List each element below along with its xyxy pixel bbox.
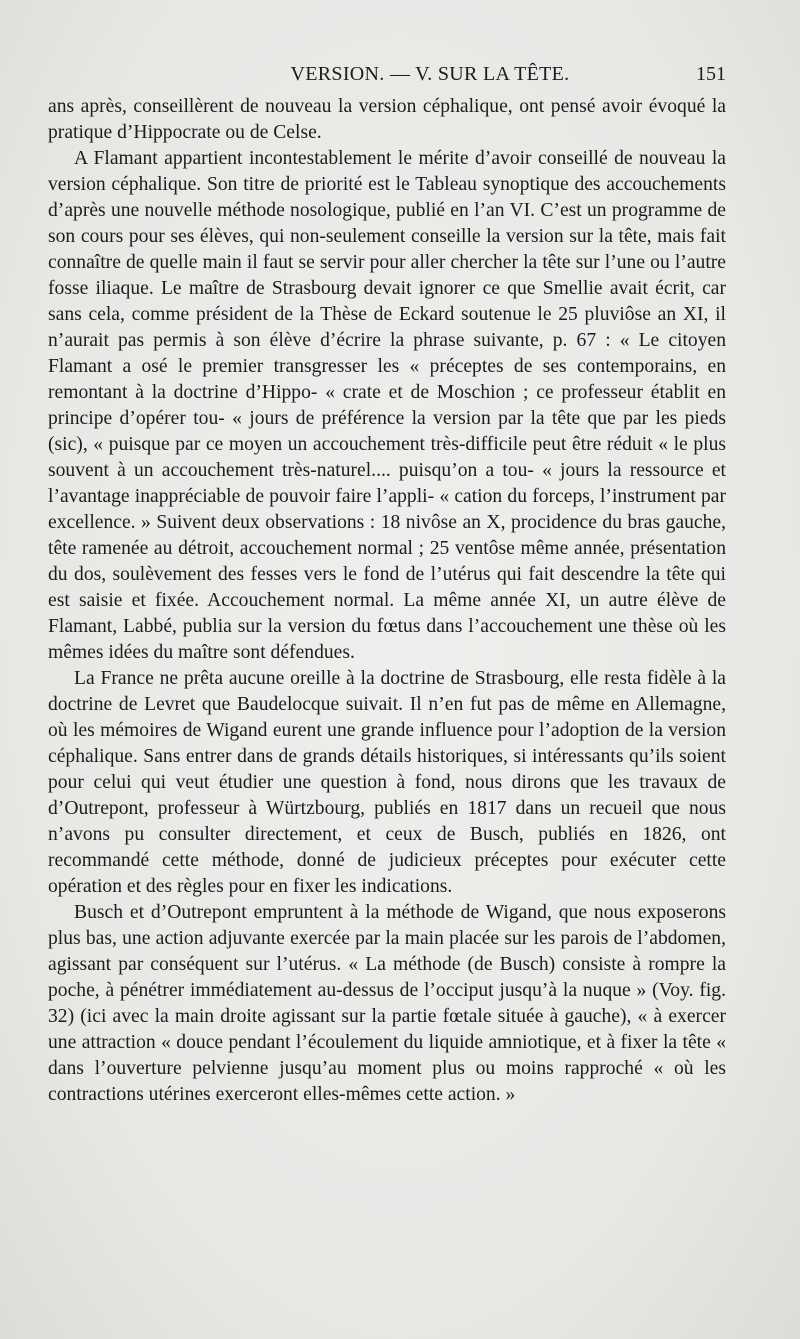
paragraph: Busch et d’Outrepont empruntent à la méthode de Wigand, que nous exposerons plus bas, une action adjuvante exercée par la main placée sur les parois de l’abdomen, agissant par conséquent sur l’utérus. « La méthode (de Busch) consiste à rompre la poche, à pénétrer immédiatement au-dessus de l’occiput jusqu’à la nuque » (Voy. fig. 32) (ici avec la main droite agissant sur la partie fœtale située à gauche), « à exercer une attraction « douce pendant l’écoulement du liquide amniotique, et à fixer la tête « dans l’ouverture pelvienne jusqu’au moment plus ou moins rapproché « où les contractions utérines exerceront elles-mêmes cette action. » (48, 902, 726, 1105)
paragraph: A Flamant appartient incontestablement le mérite d’avoir conseillé de nouveau la version céphalique. Son titre de priorité est le Tableau synoptique des accouchements d’après une nouvelle méthode nosologique, publié en l’an VI. C’est un programme de son cours pour ses élèves, qui non-seulement conseille la version sur la tête, mais fait connaître de quelle main il faut se servir pour aller chercher la tête sur l’une ou l’autre fosse iliaque. Le maître de Strasbourg devait ignorer ce que Smellie avait écrit, car sans cela, comme président de la Thèse de Eckard soutenue le 25 pluviôse an XI, il n’aurait pas permis à son élève d’écrire la phrase suivante, p. 67 : « Le citoyen Flamant a osé le premier transgresser les « préceptes de ses contemporains, en remontant à la doctrine d’Hippo- « crate et de Moschion ; ce professeur établit en principe d’opérer tou- « jours de préférence la version par la tête que par les pieds (sic), « puisque par ce moyen un accouchement très-difficile peut être réduit « le plus souvent à un accouchement très-naturel.... puisqu’on a tou- « jours la ressource et l’avantage inappréciable de pouvoir faire l’appli- « cation du forceps, l’instrument par excellence. » Suivent deux observations : 18 nivôse an X, procidence du bras gauche, tête ramenée au détroit, accouchement normal ; 25 ventôse même année, présentation du dos, soulèvement des fesses vers le fond de l’utérus qui fait descendre la tête qui est saisie et fixée. Accouchement normal. La même année XI, un autre élève de Flamant, Labbé, publia sur la version du fœtus dans l’accouchement une thèse où les mêmes idées du maître sont défendues. (48, 148, 726, 663)
page-header (48, 60, 726, 88)
page-number: 151 (696, 63, 726, 85)
paragraph: ans après, conseillèrent de nouveau la version céphalique, ont pensé avoir évoqué la pratique d’Hippocrate ou de Celse. (48, 96, 726, 143)
paragraph: La France ne prêta aucune oreille à la doctrine de Strasbourg, elle resta fidèle à la doctrine de Levret que Baudelocque suivait. Il n’en fut pas de même en Allemagne, où les mémoires de Wigand eurent une grande influence pour l’adoption de la version céphalique. Sans entrer dans de grands détails historiques, si intéressants qu’ils soient pour celui qui veut étudier une question à fond, nous dirons que les travaux de d’Outrepont, professeur à Würtzbourg, publiés en 1817 dans un recueil que nous n’avons pu consulter directement, et ceux de Busch, publiés en 1826, ont recommandé cette méthode, donné de judicieux préceptes pour exécuter cette opération et des règles pour en fixer les indications. (48, 668, 726, 897)
running-title: VERSION. — V. SUR LA TÊTE. (290, 63, 570, 85)
body-text (48, 94, 726, 1108)
